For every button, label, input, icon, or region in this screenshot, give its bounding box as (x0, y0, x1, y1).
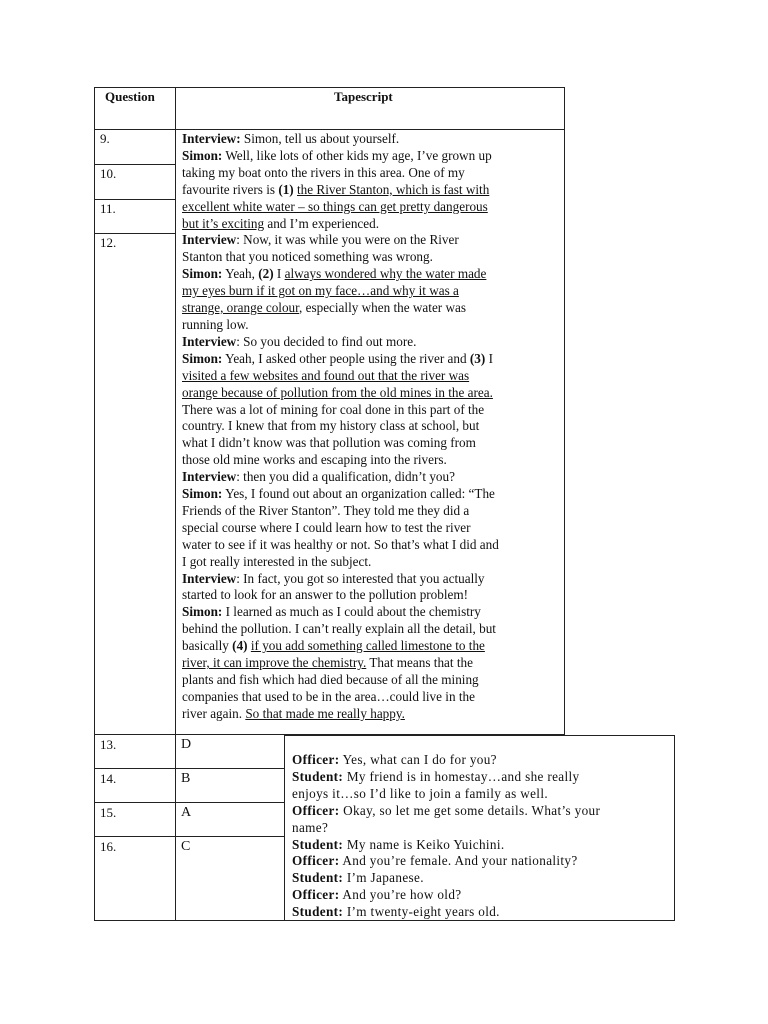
script-text: started to look for an answer to the pollution problem! (182, 587, 469, 603)
script-text: My friend is in homestay…and she really (343, 768, 580, 784)
speaker-label: (3) (469, 350, 486, 366)
underlined-answer-text: if you add something called limestone to the (250, 638, 485, 654)
script-line (182, 672, 567, 689)
script-line (182, 537, 567, 554)
table-rule (94, 164, 175, 165)
speaker-label: Interview (182, 232, 237, 248)
script-line (182, 587, 567, 604)
script-text: I (485, 350, 493, 366)
question-number: 15. (100, 805, 117, 820)
speaker-label: Simon: (182, 604, 223, 620)
underlined-answer-text: strange, orange colour (182, 300, 300, 316)
script-line (182, 706, 567, 723)
table-rule (175, 87, 176, 921)
script-line (182, 604, 567, 621)
script-line (182, 520, 567, 537)
script-text: That means that the (366, 655, 473, 671)
script-line (292, 803, 672, 820)
table-rule (94, 768, 284, 769)
script-line (182, 283, 567, 300)
script-text: Yes, what can I do for you? (339, 752, 497, 767)
script-text: Well, like lots of other kids my age, I’ve grown up (222, 147, 492, 163)
script-text: river again. (182, 705, 246, 721)
script-line (292, 853, 672, 870)
script-line (182, 503, 567, 520)
underlined-answer-text: excellent white water – so things can get pretty dangerous (182, 198, 488, 214)
script-line (182, 148, 567, 165)
speaker-label: Simon: (182, 147, 223, 163)
underlined-answer-text: river, it can improve the chemistry. (182, 655, 367, 671)
speaker-label: Simon: (182, 350, 223, 366)
script-line (292, 769, 672, 786)
speaker-label: Interview (182, 570, 237, 586)
script-line (182, 655, 567, 672)
speaker-label: Officer: (292, 802, 340, 818)
script-line (292, 752, 672, 769)
script-line (182, 452, 567, 469)
script-line (182, 571, 567, 588)
script-line (182, 182, 567, 199)
script-line (182, 199, 567, 216)
underlined-answer-text: visited a few websites and found out that the river was (182, 367, 470, 383)
script-text: special course where I could learn how to test the river (182, 519, 471, 535)
speaker-label: Simon: (182, 266, 223, 282)
script-line (182, 435, 567, 452)
question-number: 12. (100, 235, 117, 250)
speaker-label: Student: (292, 904, 344, 920)
speaker-label: Officer: (292, 887, 340, 903)
script-line (292, 870, 672, 887)
script-text: Yeah, I asked other people using the river and (222, 350, 470, 366)
script-text: And you’re how old? (339, 887, 462, 903)
tapescript-dialogue (292, 752, 672, 921)
speaker-label: Student: (292, 870, 344, 886)
script-line (292, 820, 672, 837)
script-text: country. I knew that from my history class at school, but (182, 418, 480, 434)
table-rule (674, 735, 675, 921)
script-text: Okay, so let me get some details. What’s your (339, 802, 601, 818)
underlined-answer-text: my eyes burn if it got on my face…and why it was a (182, 283, 459, 299)
underlined-answer-text: but it’s exciting (182, 215, 265, 231)
tapescript-header: Tapescript (334, 89, 393, 104)
speaker-label: Student: (292, 768, 344, 784)
script-line (182, 368, 567, 385)
underlined-answer-text: So that made me really happy. (245, 705, 405, 721)
script-text: I got really interested in the subject. (182, 553, 372, 569)
tapescript-interview (182, 131, 567, 723)
script-text: companies that used to be in the area…could live in the (182, 688, 475, 704)
script-text: My name is Keiko Yuichini. (343, 836, 505, 852)
speaker-label: Student: (292, 836, 344, 852)
table-rule (175, 129, 565, 130)
script-text: favourite rivers is (182, 181, 279, 197)
script-line (292, 786, 672, 803)
script-line (182, 351, 567, 368)
answer-letter: D (181, 737, 192, 752)
script-line (182, 689, 567, 706)
table-rule (94, 233, 175, 234)
underlined-answer-text: always wondered why the water made (284, 266, 487, 282)
script-text: running low. (182, 316, 249, 332)
script-text: There was a lot of mining for coal done in this part of the (182, 401, 485, 417)
script-line (182, 469, 567, 486)
speaker-label: Interview (182, 333, 237, 349)
script-line (182, 385, 567, 402)
table-rule (94, 87, 565, 88)
script-text: : Now, it was while you were on the River (236, 232, 459, 248)
script-text: taking my boat onto the rivers in this area. One of my (182, 164, 465, 180)
script-line (182, 334, 567, 351)
question-number: 13. (100, 737, 117, 752)
table-rule (94, 87, 95, 921)
script-text: Simon, tell us about yourself. (240, 131, 400, 146)
script-line (182, 638, 567, 655)
script-text: : In fact, you got so interested that you actually (236, 570, 485, 586)
script-line (182, 486, 567, 503)
answer-letter: B (181, 771, 191, 786)
question-number: 9. (100, 131, 110, 146)
script-text: Yeah, (222, 266, 259, 282)
question-number: 16. (100, 839, 117, 854)
answer-letter: C (181, 839, 191, 854)
script-text: name? (292, 819, 329, 835)
underlined-answer-text: orange because of pollution from the old mines in the area. (182, 384, 493, 400)
script-line (182, 249, 567, 266)
table-rule (284, 735, 675, 736)
script-text: : then you did a qualification, didn’t you? (236, 469, 455, 485)
script-text: enjoys it…so I’d like to join a family as well. (292, 785, 548, 801)
speaker-label: Simon: (182, 486, 223, 502)
question-number: 14. (100, 771, 117, 786)
script-line (182, 232, 567, 249)
table-rule (284, 735, 285, 921)
script-line (182, 621, 567, 638)
question-number: 11. (100, 201, 116, 216)
script-line (182, 554, 567, 571)
question-header: Question (105, 89, 155, 104)
script-line (292, 887, 672, 904)
script-text: plants and fish which had died because of all the mining (182, 672, 479, 687)
script-line (182, 300, 567, 317)
speaker-label: Officer: (292, 853, 340, 869)
script-line (182, 165, 567, 182)
script-text: basically (182, 638, 233, 654)
script-text: behind the pollution. I can’t really explain all the detail, but (182, 621, 496, 637)
script-text: I’m Japanese. (343, 870, 424, 886)
table-rule (94, 802, 284, 803)
script-line (292, 837, 672, 854)
script-line (182, 216, 567, 233)
script-text: Stanton that you noticed something was wrong. (182, 249, 433, 265)
underlined-answer-text: the River Stanton, which is fast with (297, 181, 490, 197)
script-line (292, 904, 672, 921)
speaker-label: (2) (258, 266, 274, 282)
table-rule (94, 836, 284, 837)
speaker-label: Officer: (292, 752, 340, 767)
script-text: And you’re female. And your nationality? (339, 853, 578, 869)
script-line (182, 317, 567, 334)
script-line (182, 418, 567, 435)
script-text: , especially when the water was (299, 300, 466, 316)
speaker-label: Interview (182, 469, 237, 485)
question-number: 10. (100, 166, 117, 181)
script-line (182, 131, 567, 148)
table-rule (94, 199, 175, 200)
script-line (182, 266, 567, 283)
script-text: those old mine works and escaping into the rivers. (182, 452, 447, 468)
script-text: I learned as much as I could about the chemistry (222, 604, 481, 620)
script-text: I’m twenty-eight years old. (343, 904, 500, 920)
answer-letter: A (181, 805, 192, 820)
script-text: what I didn’t know was that pollution was coming from (182, 435, 476, 451)
script-text: I (273, 266, 285, 282)
script-text: Yes, I found out about an organization called: “The (222, 486, 495, 502)
speaker-label: Interview: (182, 131, 241, 146)
script-text: water to see if it was healthy or not. So that’s what I did and (182, 536, 499, 552)
speaker-label: (4) (232, 638, 248, 654)
script-text: Friends of the River Stanton”. They told me they did a (182, 502, 470, 518)
script-text: and I’m experienced. (264, 215, 380, 231)
script-text: : So you decided to find out more. (236, 333, 417, 349)
table-rule (94, 129, 175, 130)
speaker-label: (1) (278, 181, 294, 197)
script-line (182, 402, 567, 419)
